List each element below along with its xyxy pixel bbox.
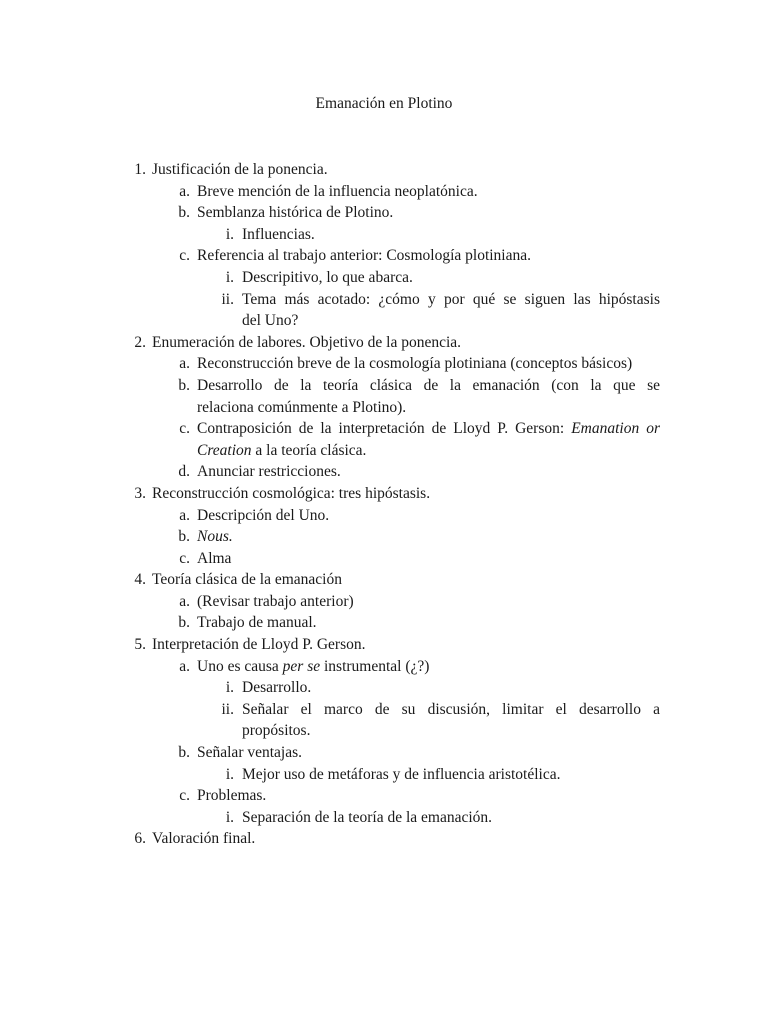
item-text xyxy=(197,418,660,440)
item-text: Reconstrucción cosmológica: tres hipóstasis. xyxy=(152,484,431,502)
item-text-continuation xyxy=(197,440,366,462)
item-text: Descripción del Uno. xyxy=(197,506,330,524)
outline-item-1c xyxy=(0,245,768,267)
book-title-italic: Emanation or xyxy=(571,420,660,438)
item-number: 5. xyxy=(134,636,146,654)
outline-item-3b xyxy=(0,526,768,548)
item-letter: a. xyxy=(179,657,190,675)
item-letter: b. xyxy=(178,528,190,546)
item-letter: a. xyxy=(179,506,190,524)
item-text: Tema más acotado: ¿cómo y por qué se siguen las hipóstasis xyxy=(242,290,660,308)
outline-item-5a-ii-cont xyxy=(0,720,768,742)
item-letter: a. xyxy=(179,592,190,610)
item-text-plain: Contraposición de la interpretación de Lloyd P. Gerson: xyxy=(197,420,565,438)
item-text: Desarrollo. xyxy=(242,679,312,697)
outline-item-2c xyxy=(0,418,768,440)
item-text: Separación de la teoría de la emanación. xyxy=(242,808,493,826)
outline-item-3 xyxy=(0,483,768,505)
item-text: Anunciar restricciones. xyxy=(197,463,341,481)
outline-item-3a xyxy=(0,505,768,527)
item-text: Referencia al trabajo anterior: Cosmología plotiniana. xyxy=(197,247,531,265)
outline-item-1c-ii xyxy=(0,289,768,311)
item-letter: b. xyxy=(178,614,190,632)
outline-item-1a xyxy=(0,181,768,203)
item-text-plain: Uno es causa xyxy=(197,657,279,675)
outline-item-3c xyxy=(0,548,768,570)
outline-item-5a-ii xyxy=(0,699,768,721)
item-text-italic: Nous. xyxy=(197,528,233,546)
item-text: Valoración final. xyxy=(152,830,256,848)
item-roman: ii. xyxy=(221,700,234,718)
outline-item-5c-i xyxy=(0,807,768,829)
item-text: Breve mención de la influencia neoplatónica. xyxy=(197,182,478,200)
item-letter: b. xyxy=(178,376,190,394)
item-text: Teoría clásica de la emanación xyxy=(152,571,342,589)
outline-item-2b xyxy=(0,375,768,397)
outline-item-2 xyxy=(0,332,768,354)
item-text: Justificación de la ponencia. xyxy=(152,161,328,178)
outline-item-1c-i xyxy=(0,267,768,289)
item-text-continuation: del Uno? xyxy=(242,312,299,330)
item-text: Descripitivo, lo que abarca. xyxy=(242,268,413,286)
item-text: Enumeración de labores. Objetivo de la ponencia. xyxy=(152,333,462,351)
outline-item-4b xyxy=(0,612,768,634)
outline-item-2a xyxy=(0,353,768,375)
item-text xyxy=(197,656,429,678)
item-text-continuation: relaciona comúnmente a Plotino). xyxy=(197,398,407,416)
item-letter: c. xyxy=(179,247,190,265)
item-text: Trabajo de manual. xyxy=(197,614,317,632)
item-text-continuation: propósitos. xyxy=(242,722,311,740)
item-text: Problemas. xyxy=(197,787,267,805)
item-text: Semblanza histórica de Plotino. xyxy=(197,204,394,222)
outline-item-5c xyxy=(0,785,768,807)
outline-item-5b-i xyxy=(0,764,768,786)
book-title-italic: Creation xyxy=(197,441,252,459)
item-roman: i. xyxy=(225,765,234,783)
item-number: 1. xyxy=(134,161,146,178)
item-text: Mejor uso de metáforas y de influencia aristotélica. xyxy=(242,765,561,783)
item-letter: c. xyxy=(179,420,190,438)
item-number: 6. xyxy=(134,830,146,848)
outline-item-1c-ii-cont xyxy=(0,310,768,332)
outline-item-1 xyxy=(0,159,768,181)
item-text: Señalar el marco de su discusión, limitar el desarrollo a xyxy=(242,700,660,718)
outline-item-4a xyxy=(0,591,768,613)
item-roman: i. xyxy=(225,225,234,243)
item-text: Reconstrucción breve de la cosmología plotiniana (conceptos básicos) xyxy=(197,355,633,373)
item-number: 2. xyxy=(134,333,146,351)
latin-term-italic: per se xyxy=(282,657,321,675)
item-roman: ii. xyxy=(221,290,234,308)
outline-item-2b-cont xyxy=(0,397,768,419)
item-text-plain: instrumental (¿?) xyxy=(323,657,430,675)
outline-item-2c-cont xyxy=(0,440,768,462)
outline-list xyxy=(0,159,768,850)
item-text: Interpretación de Lloyd P. Gerson. xyxy=(152,636,366,654)
outline-item-5a xyxy=(0,656,768,678)
document-title: Emanación en Plotino xyxy=(315,95,453,112)
item-text: Influencias. xyxy=(242,225,315,243)
outline-item-5b xyxy=(0,742,768,764)
outline-item-4 xyxy=(0,569,768,591)
item-text: Señalar ventajas. xyxy=(197,744,303,762)
item-letter: a. xyxy=(179,182,190,200)
item-number: 3. xyxy=(134,484,146,502)
item-text: Desarrollo de la teoría clásica de la emanación (con la que se xyxy=(197,376,660,394)
item-text: (Revisar trabajo anterior) xyxy=(197,592,354,610)
outline-item-6 xyxy=(0,828,768,850)
item-letter: d. xyxy=(178,463,190,481)
item-text: Alma xyxy=(197,549,232,567)
outline-item-5 xyxy=(0,634,768,656)
item-letter: a. xyxy=(179,355,190,373)
item-letter: c. xyxy=(179,549,190,567)
item-number: 4. xyxy=(134,571,146,589)
item-letter: c. xyxy=(179,787,190,805)
item-roman: i. xyxy=(225,268,234,286)
item-roman: i. xyxy=(225,808,234,826)
outline-item-5a-i xyxy=(0,677,768,699)
item-letter: b. xyxy=(178,744,190,762)
item-text-plain: a la teoría clásica. xyxy=(255,441,367,459)
outline-item-2d xyxy=(0,461,768,483)
item-roman: i. xyxy=(225,679,234,697)
outline-item-1b xyxy=(0,202,768,224)
outline-item-1b-i xyxy=(0,224,768,246)
item-letter: b. xyxy=(178,204,190,222)
